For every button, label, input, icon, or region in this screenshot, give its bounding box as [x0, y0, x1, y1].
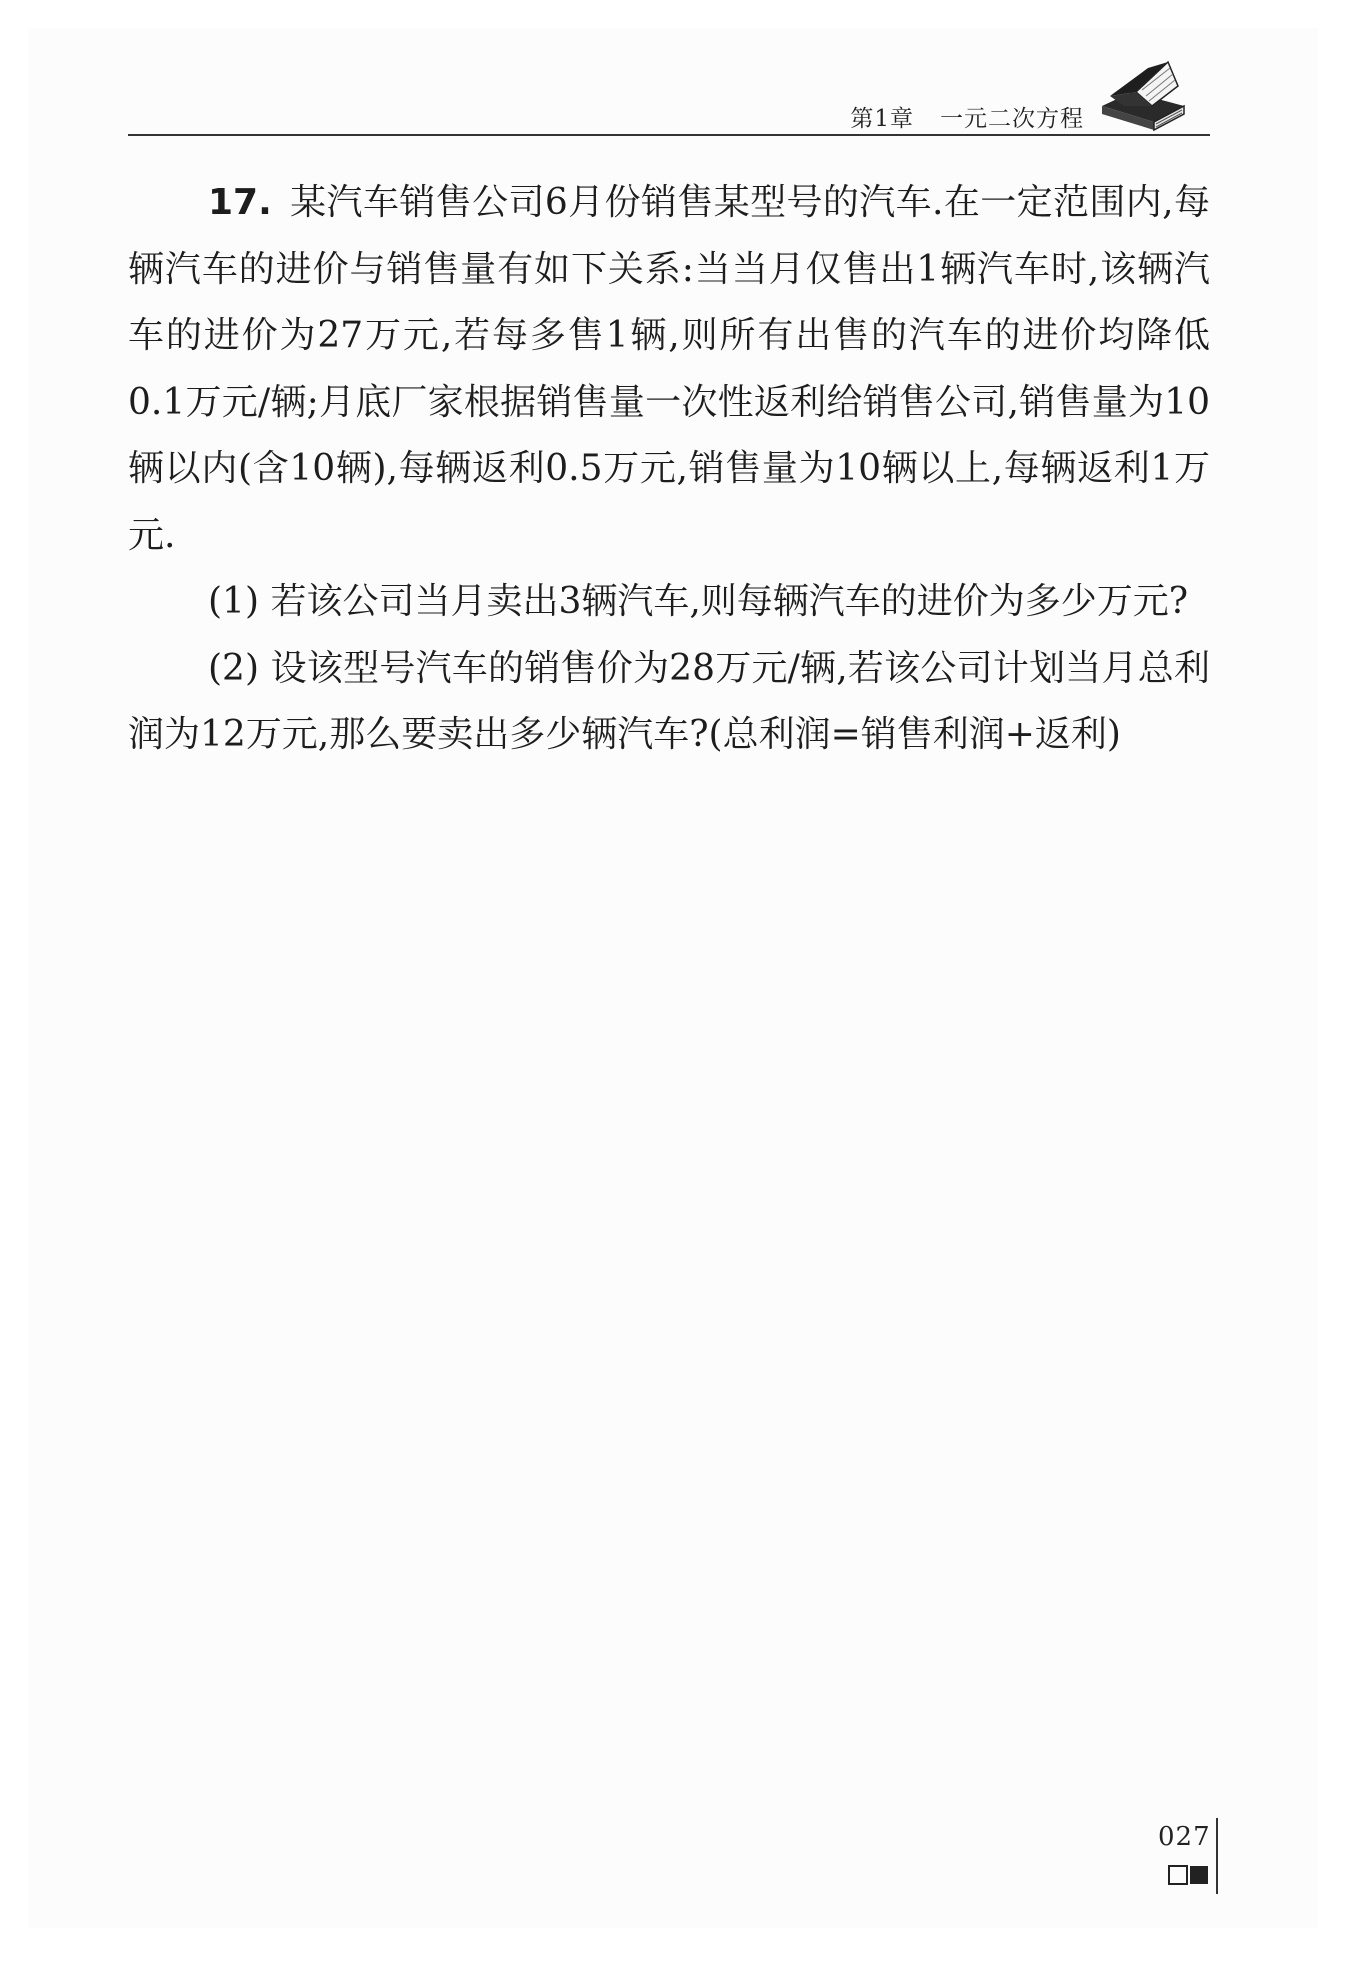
page-edge-bar	[1216, 1818, 1218, 1894]
chapter-heading	[850, 100, 1084, 133]
chapter-title: 一元二次方程	[940, 106, 1084, 132]
page-number: 027	[1158, 1822, 1211, 1852]
problem-statement	[128, 170, 1210, 569]
sub-question-2: (2) 设该型号汽车的销售价为28万元/辆,若该公司计划当月总利润为12万元,那么要卖出多少辆汽车?(总利润=销售利润+返利)	[128, 647, 1210, 755]
header-rule	[128, 134, 1210, 136]
problem-text: 某汽车销售公司6月份销售某型号的汽车.在一定范围内,每辆汽车的进价与销售量有如下关系:当当月仅售出1辆汽车时,该辆汽车的进价为27万元,若每多售1辆,则所有出售的汽车的进价均降低0.1万元/辆;月底厂家根据销售量一次性返利给销售公司,销售量为10辆以内(含10辆),每辆返利0.5万元,销售量为10辆以上,每辆返利1万元.	[128, 182, 1210, 556]
chapter-number: 第1章	[850, 106, 914, 132]
page-position-marker-icon	[1168, 1864, 1210, 1886]
book-stack-icon	[1096, 56, 1188, 132]
sub-question-1: (1) 若该公司当月卖出3辆汽车,则每辆汽车的进价为多少万元?	[208, 581, 1189, 622]
problem-17	[128, 170, 1210, 769]
problem-number: 17.	[208, 182, 272, 223]
running-header	[128, 76, 1210, 132]
